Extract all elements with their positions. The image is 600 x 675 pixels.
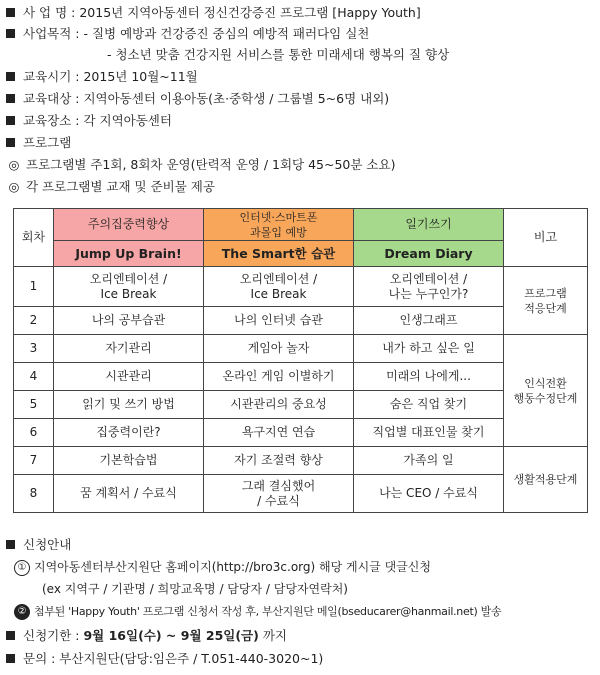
header-note: 비고 — [504, 209, 588, 267]
program-heading: 프로그램 — [6, 134, 71, 152]
table-row: 1 오리엔테이션 / Ice Break 오리엔테이션 / Ice Break 오리엔테이션 / 나는 누구인가? 프로그램 적응단계 — [14, 267, 588, 307]
table-row: 8 꿈 계획서 / 수료식 그래 결심했어 / 수료식 나는 CEO / 수료식 — [14, 475, 588, 513]
program-title-2: The Smart한 습관 — [204, 241, 354, 267]
double-circle-icon: ◎ — [8, 157, 20, 172]
square-bullet-icon — [6, 29, 15, 38]
table-title-row — [14, 241, 588, 267]
note-stage-1: 프로그램 적응단계 — [504, 267, 588, 335]
table-row: 3 자기관리 게임아 놀자 내가 하고 싶은 일 인식전환 행동수정단계 — [14, 335, 588, 363]
table-row: 4 시관관리 온라인 게임 이별하기 미래의 나에게... — [14, 363, 588, 391]
project-name-line: 사 업 명 : 2015년 지역아동센터 정신건강증진 프로그램 [Happy Youth] — [6, 4, 421, 22]
table-row: 6 집중력이란? 욕구지연 연습 직업별 대표인물 찾기 — [14, 419, 588, 447]
purpose-line-2: - 청소년 맞춤 건강지원 서비스를 통한 미래세대 행복의 질 향상 — [107, 47, 450, 62]
target-line: 교육대상 : 지역아동센터 이용아동(초·중학생 / 그룹별 5~6명 내외) — [6, 90, 389, 108]
header-category-2: 인터넷·스마트폰 과몰입 예방 — [204, 209, 354, 241]
square-bullet-icon — [6, 631, 15, 640]
program-note-1: ◎ 프로그램별 주1회, 8회차 운영(탄력적 운영 / 1회당 45~50분 소요) — [6, 156, 395, 174]
apply-line-2: ② 첨부된 'Happy Youth' 프로그램 신청서 작성 후, 부산지원단 메일(bseducarer@hanmail.net) 발송 — [14, 603, 501, 621]
square-bullet-icon — [6, 94, 15, 103]
program-title-1: Jump Up Brain! — [54, 241, 204, 267]
circled-number-1-icon: ① — [14, 560, 30, 576]
square-bullet-icon — [6, 8, 15, 17]
double-circle-icon: ◎ — [8, 179, 20, 194]
program-title-3: Dream Diary — [354, 241, 504, 267]
program-table — [13, 208, 588, 513]
note-stage-2: 인식전환 행동수정단계 — [504, 335, 588, 447]
program-note-2: ◎ 각 프로그램별 교재 및 준비물 제공 — [6, 178, 215, 196]
deadline-line: 신청기한 : 9월 16일(수) ~ 9월 25일(금) 까지 — [6, 627, 287, 645]
table-header-row — [14, 209, 588, 241]
note-stage-3: 생활적용단계 — [504, 447, 588, 513]
period-line: 교육시기 : 2015년 10월~11월 — [6, 68, 198, 86]
square-bullet-icon — [6, 72, 15, 81]
contact-line: 문의 : 부산지원단(담당:임은주 / T.051-440-3020~1) — [6, 650, 323, 668]
apply-line-1b: (ex 지역구 / 기관명 / 희망교육명 / 담당자 / 담당자연락처) — [42, 582, 348, 596]
square-bullet-icon — [6, 654, 15, 663]
apply-heading: 신청안내 — [6, 536, 71, 554]
table-row: 5 읽기 및 쓰기 방법 시관관리의 중요성 숨은 직업 찾기 — [14, 391, 588, 419]
header-round: 회차 — [14, 209, 54, 267]
square-bullet-icon — [6, 116, 15, 125]
square-bullet-icon — [6, 540, 15, 549]
header-category-1: 주의집중력향상 — [54, 209, 204, 241]
purpose-line: 사업목적 : - 질병 예방과 건강증진 중심의 예방적 패러다임 실천 — [6, 25, 369, 43]
apply-line-1: ① 지역아동센터부산지원단 홈페이지(http://bro3c.org) 해당 게시글 댓글신청 — [14, 558, 431, 576]
square-bullet-icon — [6, 138, 15, 147]
header-category-3: 일기쓰기 — [354, 209, 504, 241]
circled-number-2-icon: ② — [14, 604, 30, 620]
table-row: 7 기본학습법 자기 조절력 향상 가족의 일 생활적용단계 — [14, 447, 588, 475]
table-row: 2 나의 공부습관 나의 인터넷 습관 인생그래프 — [14, 307, 588, 335]
place-line: 교육장소 : 각 지역아동센터 — [6, 112, 172, 130]
